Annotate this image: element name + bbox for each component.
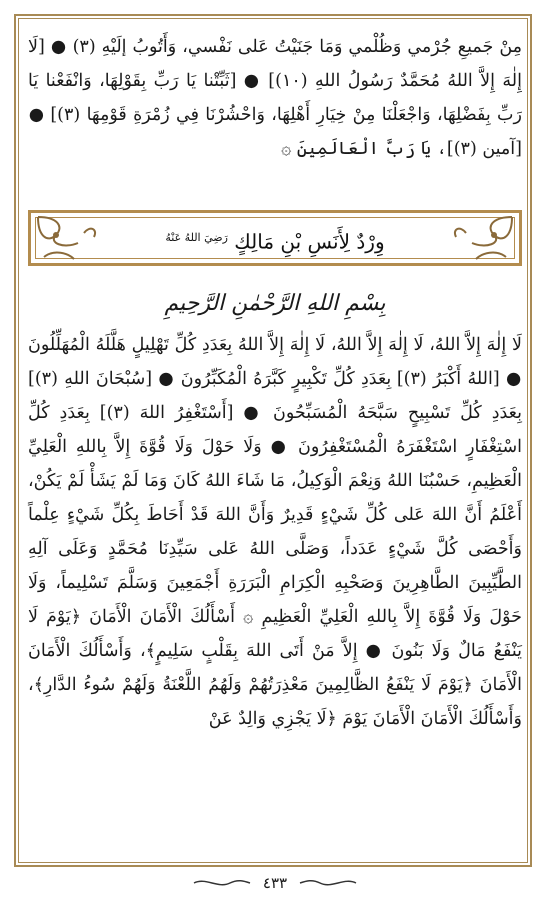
- main-paragraph: لَا إِلٰهَ إِلاَّ اللهُ، لَا إِلٰهَ إِلاَّ اللهُ، لَا إِلٰهَ إِلاَّ اللهُ بِعَدَدِ كُلِّ تَهْلِيلٍ هَلَّلَهُ الْمُهَلِّلُونَ ● [اللهُ أَكْبَرُ (٣)] بِعَدَدِ كُلِّ تَكْبِيرٍ كَبَّرَهُ الْمُكَبِّرُونَ ● [سُبْحَانَ اللهِ (٣)] بِعَدَدِ كُلِّ تَسْبِيحٍ سَبَّحَهُ الْمُسَبِّحُونَ ● [أَسْتَغْفِرُ اللهَ (٣)] بِعَدَدِ كُلِّ اسْتِغْفَارٍ اسْتَغْفَرَهُ الْمُسْتَغْفِرُونَ ● وَلَا حَوْلَ وَلَا قُوَّةَ إِلاَّ بِاللهِ الْعَلِيِّ الْعَظِيمِ، حَسْبُنَا اللهُ وَنِعْمَ الْوَكِيلُ، مَا شَاءَ اللهُ كَانَ وَمَا لَمْ يَشَأْ لَمْ يَكُنْ، أَعْلَمُ أَنَّ اللهَ عَلى كُلِّ شَيْءٍ قَدِيرٌ وَأَنَّ اللهَ قَدْ أَحَاطَ بِكُلِّ شَيْءٍ عِلْماً وَأَحْصَى كُلَّ شَيْءٍ عَدَداً، وَصَلَّى اللهُ عَلى سَيِّدِنَا مُحَمَّدٍ وَعَلَى آلِهِ الطَّيِّبِينَ الطَّاهِرِينَ وَصَحْبِهِ الْكِرَامِ الْبَرَرَةِ أَجْمَعِينَ وَسَلَّمَ تَسْلِيماً، وَلَا حَوْلَ وَلَا قُوَّةَ إِلاَّ بِاللهِ الْعَلِيِّ الْعَظِيمِ ۞ أَسْأَلُكَ الْأَمَانَ الْأَمَانَ ﴿يَوْمَ لَا يَنْفَعُ مَالٌ وَلَا بَنُونَ ● إِلاَّ مَنْ أَتَى اللهَ بِقَلْبٍ سَلِيمٍ﴾، وَأَسْأَلُكَ الْأَمَانَ الْأَمَانَ ﴿يَوْمَ لَا يَنْفَعُ الظَّالِمِينَ مَعْذِرَتُهُمْ وَلَهُمُ اللَّعْنَةُ وَلَهُمْ سُوءُ الدَّارِ﴾، وَأَسْأَلُكَ الْأَمَانَ الْأَمَانَ يَوْمَ ﴿لَا يَجْزِي وَالِدٌ عَنْ: [28, 335, 522, 729]
- footer-right-flourish-icon: [298, 877, 358, 889]
- page-number: ٤٣٣: [262, 873, 288, 892]
- heading-honorific: رَضِيَ اللهُ عَنْهُ: [165, 231, 228, 244]
- section-heading-panel: [28, 210, 522, 266]
- basmala-calligraphy: بِسْمِ اللهِ الرَّحْمٰنِ الرَّحِيمِ: [164, 291, 386, 316]
- heading-title: وِرْدٌ لِأَنَسِ بْنِ مَالِكٍ: [234, 229, 385, 254]
- footer-left-flourish-icon: [192, 877, 252, 889]
- section-heading: [111, 221, 439, 259]
- left-corner-ornament-icon: [34, 213, 104, 263]
- right-corner-ornament-icon: [446, 213, 516, 263]
- top-paragraph: مِنْ جَميعِ جُرْمي وَظُلْمي وَمَا جَنَيْتُ عَلى نَفْسي، وَأَتُوبُ إلَيْهِ (٣) ● [لَا إِلٰهَ إِلاَّ اللهُ مُحَمَّدٌ رَسُولُ اللهِ (١٠)] ● [ثَبِّتْنا يَا رَبِّ بِقَوْلِهَا، وَانْفَعْنا يَا رَبِّ بِفَضْلِهَا، وَاجْعَلْنَا مِنْ خِيَارِ أَهْلِهَا، وَاحْشُرْنَا فِي زُمْرَةِ قَوْمِهَا (٣)] ● [آمين (٣)]، يَا رَبَّ الْعَالَمِينَ ۞: [28, 37, 523, 159]
- page-footer: [0, 872, 550, 896]
- top-text-block: [28, 30, 522, 166]
- main-text-block: [28, 328, 522, 736]
